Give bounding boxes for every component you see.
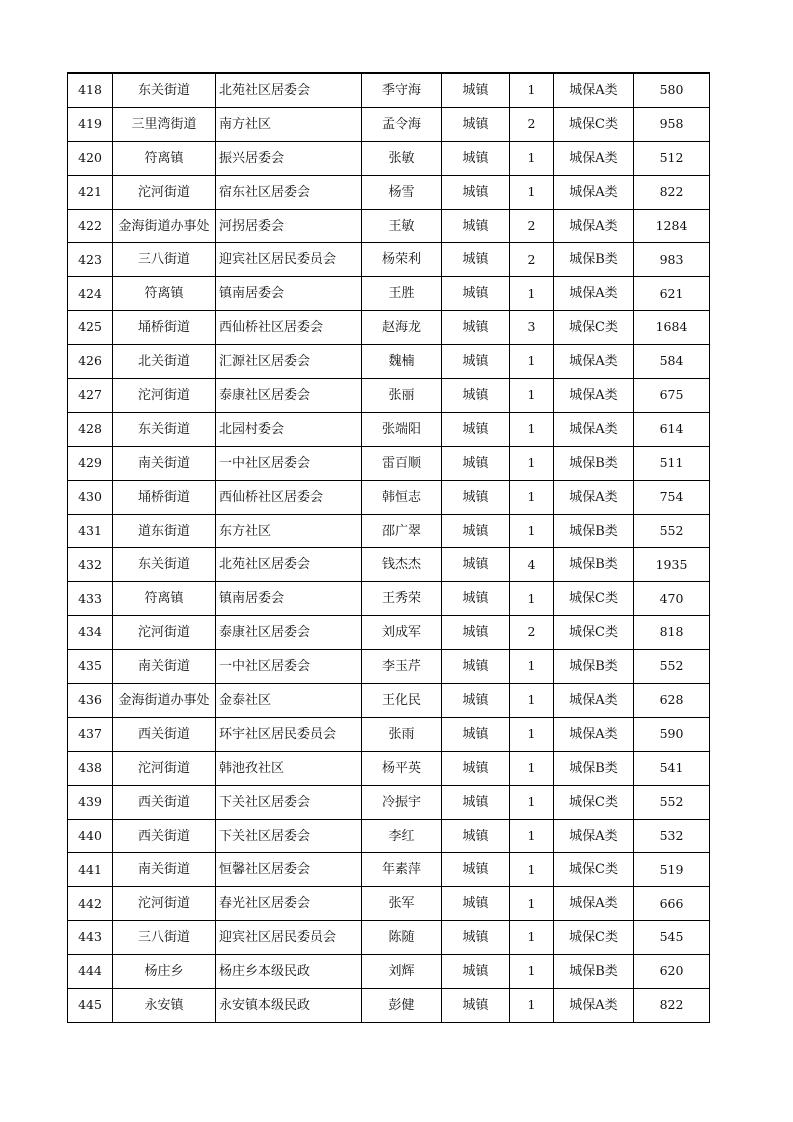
cell-community: 西仙桥社区居委会: [216, 311, 362, 345]
cell-household-count: 1: [510, 853, 554, 887]
cell-area-type: 城镇: [442, 955, 510, 989]
cell-area-type: 城镇: [442, 345, 510, 379]
cell-row-number: 444: [68, 955, 113, 989]
cell-street: 道东街道: [113, 514, 216, 548]
cell-insurance-class: 城保C类: [554, 107, 634, 141]
cell-name: 彭健: [362, 989, 442, 1023]
cell-row-number: 431: [68, 514, 113, 548]
cell-street: 埇桥街道: [113, 311, 216, 345]
cell-row-number: 430: [68, 480, 113, 514]
cell-household-count: 1: [510, 345, 554, 379]
cell-community: 东方社区: [216, 514, 362, 548]
cell-insurance-class: 城保A类: [554, 345, 634, 379]
cell-name: 钱杰杰: [362, 548, 442, 582]
cell-community: 下关社区居委会: [216, 785, 362, 819]
cell-household-count: 1: [510, 751, 554, 785]
cell-community: 金泰社区: [216, 684, 362, 718]
table-row: [68, 277, 710, 311]
cell-insurance-class: 城保A类: [554, 175, 634, 209]
cell-row-number: 441: [68, 853, 113, 887]
cell-amount: 519: [634, 853, 710, 887]
cell-community: 杨庄乡本级民政: [216, 955, 362, 989]
cell-household-count: 2: [510, 209, 554, 243]
cell-community: 北园村委会: [216, 412, 362, 446]
cell-row-number: 423: [68, 243, 113, 277]
cell-name: 年素萍: [362, 853, 442, 887]
cell-household-count: 1: [510, 446, 554, 480]
cell-amount: 620: [634, 955, 710, 989]
table-row: [68, 616, 710, 650]
cell-amount: 590: [634, 717, 710, 751]
table-row: [68, 887, 710, 921]
cell-household-count: 1: [510, 887, 554, 921]
cell-area-type: 城镇: [442, 243, 510, 277]
cell-household-count: 1: [510, 989, 554, 1023]
cell-row-number: 440: [68, 819, 113, 853]
cell-insurance-class: 城保C类: [554, 785, 634, 819]
cell-insurance-class: 城保B类: [554, 548, 634, 582]
cell-area-type: 城镇: [442, 73, 510, 107]
cell-household-count: 1: [510, 819, 554, 853]
cell-street: 沱河街道: [113, 751, 216, 785]
table-row: [68, 175, 710, 209]
cell-row-number: 419: [68, 107, 113, 141]
table-row: [68, 412, 710, 446]
cell-area-type: 城镇: [442, 819, 510, 853]
cell-community: 迎宾社区居民委员会: [216, 921, 362, 955]
cell-insurance-class: 城保C类: [554, 921, 634, 955]
records-table: [67, 72, 710, 1023]
cell-insurance-class: 城保A类: [554, 684, 634, 718]
cell-household-count: 2: [510, 616, 554, 650]
table-row: [68, 989, 710, 1023]
table-row: [68, 650, 710, 684]
cell-amount: 621: [634, 277, 710, 311]
cell-street: 三里湾街道: [113, 107, 216, 141]
cell-insurance-class: 城保A类: [554, 989, 634, 1023]
cell-amount: 532: [634, 819, 710, 853]
cell-row-number: 427: [68, 379, 113, 413]
cell-area-type: 城镇: [442, 141, 510, 175]
cell-community: 北苑社区居委会: [216, 73, 362, 107]
cell-insurance-class: 城保A类: [554, 819, 634, 853]
cell-household-count: 1: [510, 650, 554, 684]
cell-area-type: 城镇: [442, 582, 510, 616]
cell-row-number: 434: [68, 616, 113, 650]
cell-area-type: 城镇: [442, 514, 510, 548]
cell-insurance-class: 城保A类: [554, 887, 634, 921]
table-row: [68, 311, 710, 345]
cell-row-number: 421: [68, 175, 113, 209]
cell-name: 刘成军: [362, 616, 442, 650]
cell-insurance-class: 城保A类: [554, 73, 634, 107]
cell-row-number: 418: [68, 73, 113, 107]
table-row: [68, 379, 710, 413]
cell-community: 镇南居委会: [216, 277, 362, 311]
cell-row-number: 420: [68, 141, 113, 175]
cell-community: 一中社区居委会: [216, 446, 362, 480]
cell-street: 三八街道: [113, 921, 216, 955]
cell-name: 李玉芹: [362, 650, 442, 684]
cell-community: 泰康社区居委会: [216, 379, 362, 413]
cell-street: 东关街道: [113, 412, 216, 446]
cell-row-number: 424: [68, 277, 113, 311]
cell-row-number: 429: [68, 446, 113, 480]
cell-street: 沱河街道: [113, 379, 216, 413]
cell-area-type: 城镇: [442, 751, 510, 785]
cell-area-type: 城镇: [442, 717, 510, 751]
cell-name: 杨雪: [362, 175, 442, 209]
cell-amount: 552: [634, 514, 710, 548]
cell-amount: 818: [634, 616, 710, 650]
cell-household-count: 1: [510, 921, 554, 955]
cell-name: 张丽: [362, 379, 442, 413]
table-row: [68, 819, 710, 853]
cell-household-count: 1: [510, 379, 554, 413]
cell-household-count: 1: [510, 277, 554, 311]
table-row: [68, 141, 710, 175]
cell-amount: 541: [634, 751, 710, 785]
cell-community: 永安镇本级民政: [216, 989, 362, 1023]
cell-area-type: 城镇: [442, 311, 510, 345]
cell-insurance-class: 城保B类: [554, 751, 634, 785]
cell-name: 张雨: [362, 717, 442, 751]
cell-insurance-class: 城保A类: [554, 379, 634, 413]
cell-amount: 1684: [634, 311, 710, 345]
cell-street: 西关街道: [113, 785, 216, 819]
cell-amount: 512: [634, 141, 710, 175]
cell-street: 东关街道: [113, 73, 216, 107]
cell-insurance-class: 城保A类: [554, 209, 634, 243]
cell-street: 北关街道: [113, 345, 216, 379]
cell-name: 杨荣利: [362, 243, 442, 277]
cell-household-count: 1: [510, 582, 554, 616]
cell-area-type: 城镇: [442, 616, 510, 650]
cell-amount: 545: [634, 921, 710, 955]
cell-amount: 511: [634, 446, 710, 480]
cell-row-number: 437: [68, 717, 113, 751]
cell-household-count: 1: [510, 480, 554, 514]
cell-street: 三八街道: [113, 243, 216, 277]
cell-street: 金海街道办事处: [113, 209, 216, 243]
cell-household-count: 2: [510, 243, 554, 277]
cell-street: 沱河街道: [113, 175, 216, 209]
cell-name: 季守海: [362, 73, 442, 107]
table-row: [68, 751, 710, 785]
cell-area-type: 城镇: [442, 853, 510, 887]
cell-insurance-class: 城保A类: [554, 277, 634, 311]
cell-amount: 983: [634, 243, 710, 277]
cell-community: 韩池孜社区: [216, 751, 362, 785]
cell-community: 迎宾社区居民委员会: [216, 243, 362, 277]
table-row: [68, 955, 710, 989]
table-row: [68, 921, 710, 955]
cell-community: 春光社区居委会: [216, 887, 362, 921]
cell-area-type: 城镇: [442, 684, 510, 718]
table-row: [68, 785, 710, 819]
cell-amount: 1284: [634, 209, 710, 243]
table-row: [68, 107, 710, 141]
cell-row-number: 425: [68, 311, 113, 345]
cell-name: 李红: [362, 819, 442, 853]
cell-insurance-class: 城保B类: [554, 446, 634, 480]
cell-household-count: 1: [510, 141, 554, 175]
cell-household-count: 4: [510, 548, 554, 582]
cell-street: 西关街道: [113, 819, 216, 853]
cell-name: 孟令海: [362, 107, 442, 141]
cell-community: 环宇社区居民委员会: [216, 717, 362, 751]
cell-name: 王化民: [362, 684, 442, 718]
cell-insurance-class: 城保C类: [554, 311, 634, 345]
cell-row-number: 432: [68, 548, 113, 582]
cell-street: 西关街道: [113, 717, 216, 751]
cell-household-count: 1: [510, 175, 554, 209]
cell-name: 张敏: [362, 141, 442, 175]
cell-name: 韩恒志: [362, 480, 442, 514]
table-row: [68, 684, 710, 718]
table-row: [68, 514, 710, 548]
cell-household-count: 2: [510, 107, 554, 141]
cell-name: 王胜: [362, 277, 442, 311]
cell-name: 张军: [362, 887, 442, 921]
records-table-body: [68, 73, 710, 1022]
cell-household-count: 1: [510, 514, 554, 548]
cell-community: 河拐居委会: [216, 209, 362, 243]
cell-amount: 675: [634, 379, 710, 413]
cell-community: 宿东社区居委会: [216, 175, 362, 209]
cell-area-type: 城镇: [442, 379, 510, 413]
cell-amount: 754: [634, 480, 710, 514]
table-row: [68, 209, 710, 243]
cell-name: 冷振宇: [362, 785, 442, 819]
cell-community: 泰康社区居委会: [216, 616, 362, 650]
cell-amount: 822: [634, 175, 710, 209]
cell-community: 汇源社区居委会: [216, 345, 362, 379]
cell-amount: 552: [634, 785, 710, 819]
cell-household-count: 1: [510, 412, 554, 446]
cell-row-number: 435: [68, 650, 113, 684]
cell-row-number: 443: [68, 921, 113, 955]
cell-street: 金海街道办事处: [113, 684, 216, 718]
cell-row-number: 439: [68, 785, 113, 819]
cell-street: 沱河街道: [113, 887, 216, 921]
cell-area-type: 城镇: [442, 548, 510, 582]
cell-insurance-class: 城保A类: [554, 412, 634, 446]
cell-community: 西仙桥社区居委会: [216, 480, 362, 514]
cell-row-number: 438: [68, 751, 113, 785]
cell-area-type: 城镇: [442, 887, 510, 921]
cell-amount: 822: [634, 989, 710, 1023]
cell-row-number: 445: [68, 989, 113, 1023]
table-row: [68, 717, 710, 751]
cell-name: 王秀荣: [362, 582, 442, 616]
cell-insurance-class: 城保A类: [554, 141, 634, 175]
cell-row-number: 422: [68, 209, 113, 243]
cell-street: 埇桥街道: [113, 480, 216, 514]
table-row: [68, 446, 710, 480]
cell-community: 恒馨社区居委会: [216, 853, 362, 887]
cell-amount: 552: [634, 650, 710, 684]
cell-community: 一中社区居委会: [216, 650, 362, 684]
table-row: [68, 548, 710, 582]
cell-insurance-class: 城保A类: [554, 717, 634, 751]
cell-street: 沱河街道: [113, 616, 216, 650]
cell-area-type: 城镇: [442, 480, 510, 514]
cell-household-count: 3: [510, 311, 554, 345]
cell-amount: 666: [634, 887, 710, 921]
cell-area-type: 城镇: [442, 209, 510, 243]
cell-street: 南关街道: [113, 853, 216, 887]
cell-insurance-class: 城保A类: [554, 480, 634, 514]
cell-insurance-class: 城保C类: [554, 616, 634, 650]
table-row: [68, 73, 710, 107]
cell-area-type: 城镇: [442, 277, 510, 311]
cell-insurance-class: 城保B类: [554, 650, 634, 684]
cell-street: 符离镇: [113, 277, 216, 311]
cell-name: 杨平英: [362, 751, 442, 785]
cell-area-type: 城镇: [442, 785, 510, 819]
table-row: [68, 345, 710, 379]
cell-street: 南关街道: [113, 446, 216, 480]
cell-area-type: 城镇: [442, 921, 510, 955]
cell-name: 魏楠: [362, 345, 442, 379]
cell-amount: 1935: [634, 548, 710, 582]
cell-area-type: 城镇: [442, 175, 510, 209]
cell-name: 张端阳: [362, 412, 442, 446]
cell-amount: 580: [634, 73, 710, 107]
cell-area-type: 城镇: [442, 107, 510, 141]
cell-amount: 958: [634, 107, 710, 141]
cell-household-count: 1: [510, 684, 554, 718]
cell-area-type: 城镇: [442, 446, 510, 480]
cell-street: 符离镇: [113, 582, 216, 616]
cell-insurance-class: 城保C类: [554, 582, 634, 616]
cell-area-type: 城镇: [442, 650, 510, 684]
cell-insurance-class: 城保C类: [554, 853, 634, 887]
table-row: [68, 853, 710, 887]
cell-name: 陈随: [362, 921, 442, 955]
cell-row-number: 433: [68, 582, 113, 616]
cell-row-number: 442: [68, 887, 113, 921]
cell-community: 镇南居委会: [216, 582, 362, 616]
cell-street: 南关街道: [113, 650, 216, 684]
cell-street: 永安镇: [113, 989, 216, 1023]
cell-community: 北苑社区居委会: [216, 548, 362, 582]
cell-amount: 614: [634, 412, 710, 446]
cell-area-type: 城镇: [442, 989, 510, 1023]
cell-street: 杨庄乡: [113, 955, 216, 989]
cell-insurance-class: 城保B类: [554, 955, 634, 989]
cell-insurance-class: 城保B类: [554, 514, 634, 548]
cell-community: 下关社区居委会: [216, 819, 362, 853]
cell-row-number: 428: [68, 412, 113, 446]
cell-area-type: 城镇: [442, 412, 510, 446]
cell-name: 王敏: [362, 209, 442, 243]
cell-household-count: 1: [510, 73, 554, 107]
table-row: [68, 480, 710, 514]
table-row: [68, 582, 710, 616]
cell-name: 刘辉: [362, 955, 442, 989]
cell-street: 东关街道: [113, 548, 216, 582]
cell-amount: 584: [634, 345, 710, 379]
cell-household-count: 1: [510, 955, 554, 989]
cell-amount: 470: [634, 582, 710, 616]
cell-row-number: 436: [68, 684, 113, 718]
cell-name: 雷百顺: [362, 446, 442, 480]
cell-name: 邵广翠: [362, 514, 442, 548]
cell-household-count: 1: [510, 717, 554, 751]
cell-community: 南方社区: [216, 107, 362, 141]
table-row: [68, 243, 710, 277]
cell-household-count: 1: [510, 785, 554, 819]
cell-insurance-class: 城保B类: [554, 243, 634, 277]
cell-community: 振兴居委会: [216, 141, 362, 175]
cell-street: 符离镇: [113, 141, 216, 175]
cell-row-number: 426: [68, 345, 113, 379]
cell-amount: 628: [634, 684, 710, 718]
cell-name: 赵海龙: [362, 311, 442, 345]
